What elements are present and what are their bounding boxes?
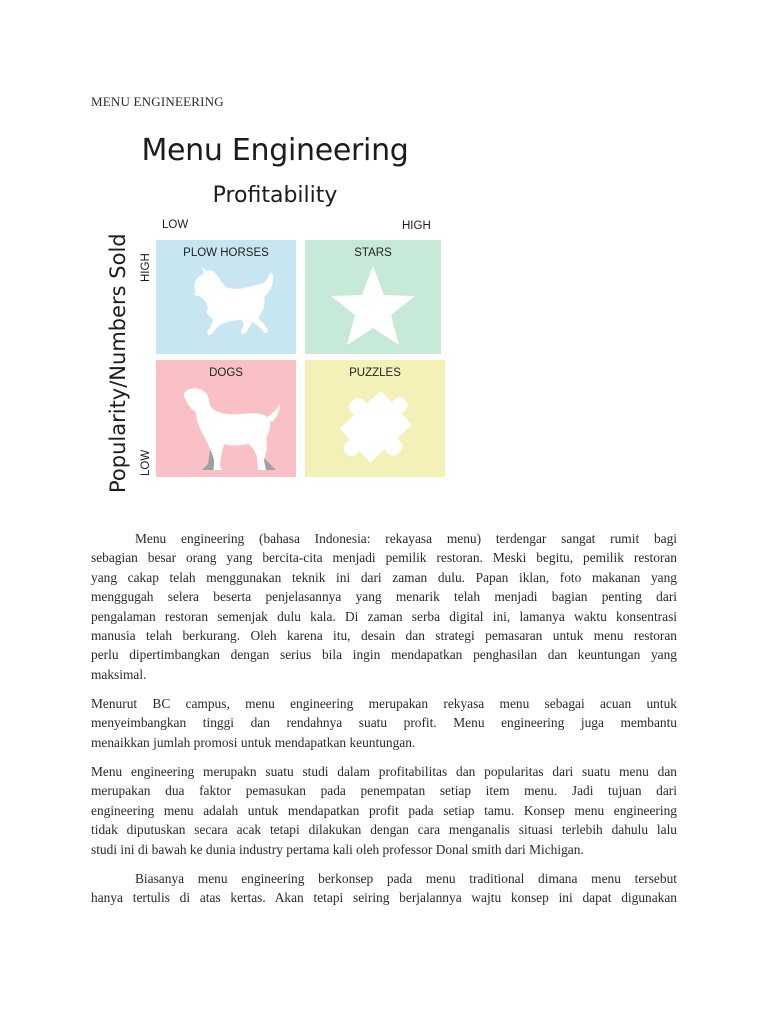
paragraph-line: Menu engineering (bahasa Indonesia: rekayasa menu) terdengar sangat rumit bagi <box>135 531 677 546</box>
horse-icon <box>156 240 296 354</box>
paragraph-line: Menu engineering merupakn suatu studi dalam profitabilitas dan popularitas dari suatu menu dan <box>91 764 677 779</box>
quadrant-label-dogs: DOGS <box>209 367 243 379</box>
paragraph-line: yang cakap telah menggunakan teknik ini dari zaman dulu. Papan iklan, foto makanan yang <box>91 569 677 585</box>
figure-title: Menu Engineering <box>141 133 409 168</box>
quadrant-label-puzzles: PUZZLES <box>349 367 401 379</box>
x-axis-high-label: HIGH <box>402 220 431 232</box>
y-axis-low-label: LOW <box>140 449 152 476</box>
paragraph-line: merupakan dua faktor pemasukan pada penempatan setiap item menu. Jadi tujuan dari <box>91 783 677 799</box>
paragraph-line: perlu dipertimbangkan dengan serius bila ingin mendapatkan penghasilan dan keuntungan yang <box>91 647 677 663</box>
menu-engineering-figure <box>95 128 455 500</box>
paragraph-1 <box>91 529 677 684</box>
paragraph-line: manusia telah berkurang. Oleh karena itu, desain dan strategi pemasaran untuk menu restoran <box>91 628 677 644</box>
paragraph-2 <box>91 694 677 752</box>
x-axis-low-label: LOW <box>162 219 189 231</box>
y-axis-label: Popularity/Numbers Sold <box>106 233 130 493</box>
paragraph-line: Biasanya menu engineering berkonsep pada menu traditional dimana menu tersebut <box>135 871 677 886</box>
puzzle-icon <box>305 360 445 477</box>
paragraph-line: pengalaman restoran semenjak dulu kala. Di zaman serba digital ini, lamanya waktu konsentrasi <box>91 608 677 624</box>
paragraph-line: tidak diputuskan secara acak tetapi dilakukan dengan cara menganalis situasi terlebih dahulu lalu <box>91 822 677 838</box>
star-icon <box>305 240 441 354</box>
figure-subtitle: Profitability <box>212 183 338 208</box>
dog-icon <box>156 360 296 477</box>
quadrant-stars <box>305 240 441 354</box>
paragraph-line: maksimal. <box>91 666 147 682</box>
paragraph-line: menaikkan jumlah promosi untuk mendapatkan keuntungan. <box>91 734 416 750</box>
paragraph-line: menyeimbangkan tinggi dan rendahnya suatu profit. Menu engineering juga membantu <box>91 715 677 731</box>
paragraph-4 <box>91 869 677 908</box>
document-heading: MENU ENGINEERING <box>91 94 224 109</box>
quadrant-label-stars: STARS <box>354 247 392 259</box>
quadrant-label-plow-horses: PLOW HORSES <box>183 247 269 259</box>
paragraph-line: hanya tertulis di atas kertas. Akan tetapi seiring berjalannya wajtu konsep ini dapat digunakan <box>91 890 677 906</box>
y-axis-high-label: HIGH <box>140 253 152 282</box>
paragraph-line: sebagian besar orang yang bercita-cita menjadi pemilik restoran. Meski begitu, pemilik restoran <box>91 550 677 566</box>
paragraph-line: menggugah selera beserta penjelasannya yang menarik telah menjadi bagian penting dari <box>91 589 677 605</box>
quadrant-puzzles <box>305 360 445 477</box>
quadrant-plow-horses <box>156 240 296 354</box>
paragraph-3 <box>91 762 677 859</box>
paragraph-line: Menurut BC campus, menu engineering merupakan rekyasa menu sebagai acuan untuk <box>91 696 677 711</box>
quadrant-dogs <box>156 360 296 477</box>
paragraph-line: studi ini di bawah ke dunia industry pertama kali oleh professor Donal smith dari Michigan. <box>91 841 584 857</box>
paragraph-line: engineering menu adalah untuk mendapatkan profit pada setiap tamu. Konsep menu engineering <box>91 802 677 818</box>
